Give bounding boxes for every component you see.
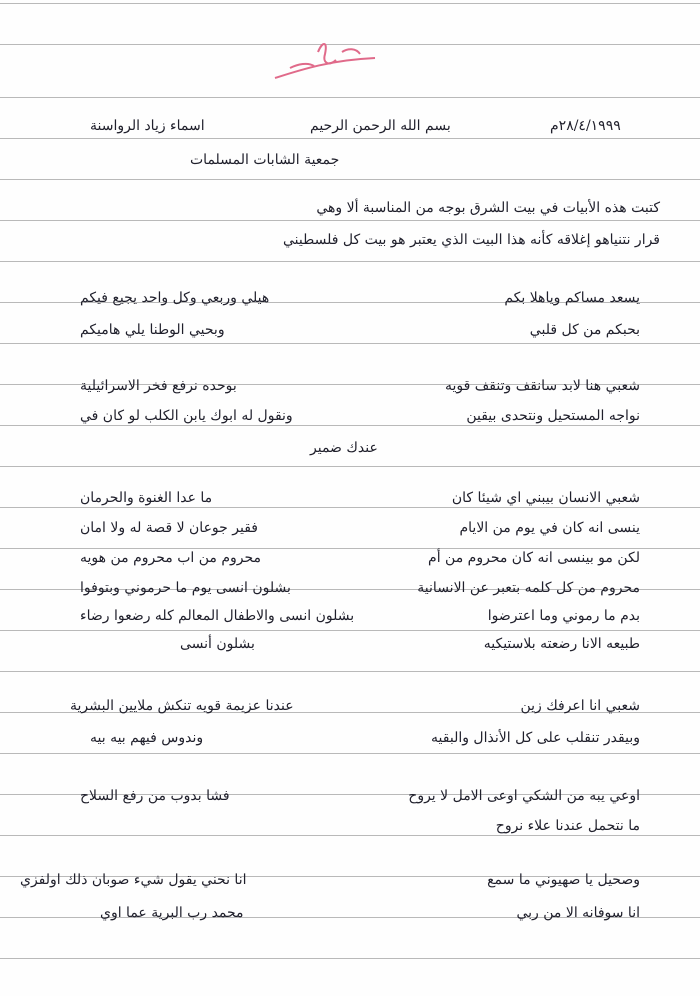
poem-line: ما عدا الغنوة والحرمان bbox=[80, 490, 213, 506]
author-name: اسماء زياد الرواسنة bbox=[90, 118, 205, 134]
poem-line: ينسى انه كان في يوم من الايام bbox=[459, 520, 640, 536]
intro-line: كتبت هذه الأبيات في بيت الشرق بوجه من المناسبة ألا وهي bbox=[316, 200, 660, 216]
poem-line: محروم من اب محروم من هويه bbox=[80, 550, 262, 566]
poem-line: يسعد مساكم وياهلا بكم bbox=[504, 290, 640, 306]
poem-line: فشا بدوب من رفع السلاح bbox=[80, 788, 230, 804]
poem-line: شعبي الانسان بيبني اي شيئا كان bbox=[451, 490, 640, 506]
poem-line: انا نحني يقول شيء صوبان ذلك اولفزي bbox=[20, 872, 247, 888]
poem-line: وبيقدر تنقلب على كل الأنذال والبقيه bbox=[431, 730, 640, 746]
poem-line: اوعي يبه من الشكي اوعى الامل لا يروح bbox=[408, 788, 640, 804]
poem-line: طبيعه الانا رضعته بلاستيكيه bbox=[483, 636, 640, 652]
poem-line: نواجه المستحيل ونتحدى بيقين bbox=[466, 408, 640, 424]
poem-line: انا سوفانه الا من ربي bbox=[516, 905, 640, 921]
poem-line: بحبكم من كل قلبي bbox=[529, 322, 640, 338]
poem-line: عندنا عزيمة قويه تنكش ملايين البشرية bbox=[70, 698, 294, 714]
poem-line: عندك ضمير bbox=[310, 440, 378, 456]
poem-line: شعبي هنا لابد سانقف وتنقف قويه bbox=[445, 378, 640, 394]
poem-line: ونقول له ابوك يابن الكلب لو كان في bbox=[80, 408, 293, 424]
poem-line: ما نتحمل عندنا علاء نروح bbox=[495, 818, 640, 834]
basmala: بسم الله الرحمن الرحيم bbox=[310, 118, 451, 134]
poem-line: وصحيل يا صهيوني ما سمع bbox=[487, 872, 640, 888]
poem-line: وندوس فيهم بيه بيه bbox=[90, 730, 204, 746]
red-ink-signature bbox=[270, 40, 380, 90]
poem-line: لكن مو بينسى انه كان محروم من أم bbox=[428, 550, 640, 566]
date: ٢٨/٤/١٩٩٩م bbox=[550, 118, 621, 134]
association-name: جمعية الشابات المسلمات bbox=[190, 152, 340, 168]
poem-line: بدم ما رموني وما اعترضوا bbox=[487, 608, 640, 624]
poem-line: بوحده نرفع فخر الاسرائيلية bbox=[80, 378, 237, 394]
poem-line: بشلون انسى يوم ما حرموني وبتوفوا bbox=[80, 580, 291, 596]
poem-line: وبحيي الوطنا يلي هاميكم bbox=[80, 322, 225, 338]
poem-line: بشلون أنسى bbox=[180, 636, 255, 652]
poem-line: محمد رب البرية عما اوي bbox=[100, 905, 244, 921]
poem-line: بشلون انسى والاطفال المعالم كله رضعوا رضاء bbox=[80, 608, 355, 624]
poem-line: شعبي انا اعرفك زين bbox=[520, 698, 640, 714]
poem-line: محروم من كل كلمه بتعبر عن الانسانية bbox=[417, 580, 640, 596]
poem-line: فقير جوعان لا قصة له ولا امان bbox=[80, 520, 258, 536]
intro-line: قرار نتنياهو إغلاقه كأنه هذا البيت الذي يعتبر هو بيت كل فلسطيني bbox=[283, 232, 660, 248]
poem-line: هيلي وربعي وكل واحد يجيع فيكم bbox=[80, 290, 270, 306]
